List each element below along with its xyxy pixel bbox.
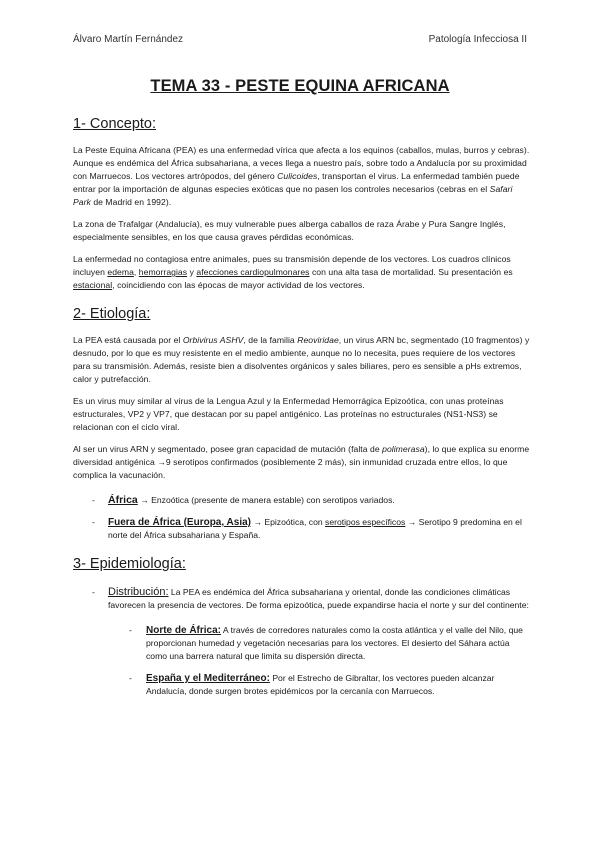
serotype-list xyxy=(73,494,531,542)
section-heading-concepto: 1- Concepto: xyxy=(73,116,157,132)
course-name: Patología Infecciosa II xyxy=(428,34,527,45)
paragraph: La zona de Trafalgar (Andalucía), es muy vulnerable pues alberga caballos de raza Árabe y Pura Sangre Inglés, especialmente sensibles, en los que causa graves pérdidas económicas. xyxy=(73,219,506,242)
list-item: - África → Enzoótica (presente de manera estable) con serotipos variados. xyxy=(92,494,395,506)
paragraph: Al ser un virus ARN y segmentado, posee gran capacidad de mutación (falta de polimerasa), lo que explica su enorme diversidad antigénica →9 serotipos confirmados (posiblemente 2 más), sin inmunidad cruzada entre ellos, lo que complica la vacunación. xyxy=(73,444,530,480)
paragraph: La enfermedad no contagiosa entre animales, pues su transmisión depende de los vectores. Los cuadros clínicos incluyen edema, hemorragias y afecciones cardiopulmonares con una alta tasa de mortalidad. Su presentación es estacional, coincidiendo con las épocas de mayor actividad de los vectores. xyxy=(73,254,513,290)
paragraph: La Peste Equina Africana (PEA) es una enfermedad vírica que afecta a los equinos (caballos, mulas, burros y cebras). Aunque es endémica del África subsahariana, a veces llega a nuestro país, sobre todo a Andalucía por su proximidad con Marruecos. Los vectores artrópodos, del género Culicoides, transportan el virus. La enfermedad también puede entrar por la importación de algunas especies exóticas que no pasen los controles necesarios (cebras en el Safari Park de Madrid en 1992). xyxy=(73,145,530,207)
section-heading-epidemiologia: 3- Epidemiología: xyxy=(73,556,186,572)
sub-list-item: - Norte de África: A través de corredores naturales como la costa atlántica y el valle del Nilo, que proporcionan humedad y vegetación necesarias para los vectores. El desierto del Sáhara actúa como una barrera natural que limita su dispersión directa. xyxy=(129,625,523,661)
section-heading-etiologia: 2- Etiología: xyxy=(73,306,151,322)
document-title: TEMA 33 - PESTE EQUINA AFRICANA xyxy=(150,77,450,95)
document-body xyxy=(73,112,531,708)
paragraph: La PEA está causada por el Orbivirus ASHV, de la familia Reoviridae, un virus ARN bc, segmentado (10 fragmentos) y desnudo, por lo que es muy resistente en el medio ambiente, aunque no lo necesita, pues requiere de los vectores para su transmisión. Además, resiste bien a disolventes orgánicos y sales biliares, pero es sensible a pHs extremos, calor y putrefacción. xyxy=(73,335,530,384)
sub-list-item: - España y el Mediterráneo: Por el Estrecho de Gibraltar, los vectores pueden alcanzar Andalucía, donde surgen brotes epidémicos por la cercanía con Marruecos. xyxy=(129,673,495,696)
distribution-list xyxy=(73,586,531,698)
list-item: - Distribución: La PEA es endémica del África subsahariana y oriental, donde las condiciones climáticas favorecen la presencia de vectores. De forma epizoótica, puede expandirse hacia el norte y sur del continente: xyxy=(92,586,529,610)
page-header xyxy=(73,34,527,45)
paragraph: Es un virus muy similar al virus de la Lengua Azul y la Enfermedad Hemorrágica Epizoótica, con unas proteínas estructurales, VP2 y VP7, que destacan por su papel antigénico. Las proteínas no estructurales (NS1-NS3) se relacionan con el ciclo viral. xyxy=(73,396,504,432)
list-item: - Fuera de África (Europa, Asia) → Epizoótica, con serotipos específicos → Serotipo 9 predomina en el norte del África subsahariana y España. xyxy=(92,517,522,540)
author-name: Álvaro Martín Fernández xyxy=(73,34,184,45)
